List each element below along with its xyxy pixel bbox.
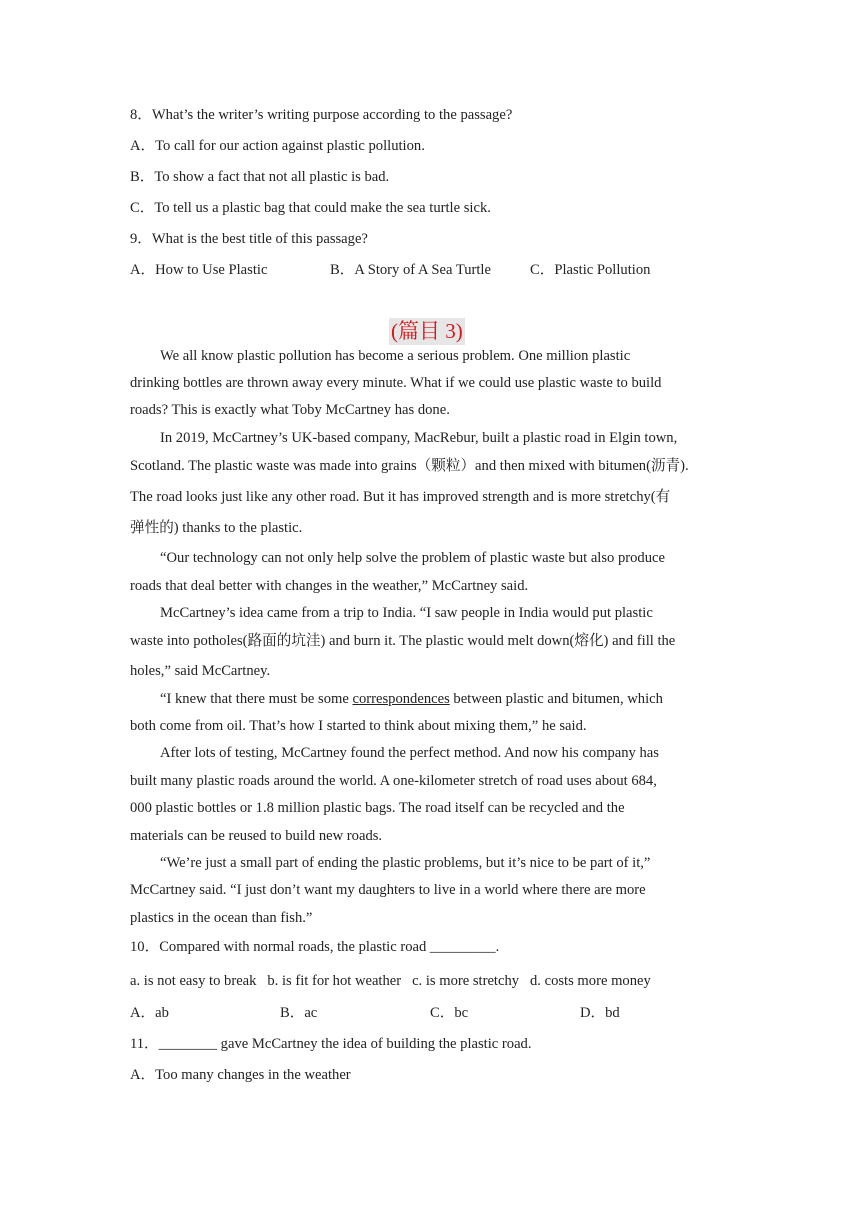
passage-p1-line-1: We all know plastic pollution has become a serious problem. One million plastic [160, 348, 631, 364]
passage-p5-text-after: between plastic and bitumen, which [449, 691, 663, 707]
passage-p6-line-2: built many plastic roads around the world. A one-kilometer stretch of road uses about 684, [130, 773, 657, 789]
passage-p6-line-4: materials can be reused to build new roads. [130, 828, 383, 844]
question-8-option-a: A．To call for our action against plastic pollution. [130, 138, 425, 154]
question-9-option-a: A．How to Use Plastic [130, 262, 268, 278]
question-8-option-c: C．To tell us a plastic bag that could make the sea turtle sick. [130, 200, 491, 216]
passage-p2-line-4: 弹性的) thanks to the plastic. [130, 520, 303, 536]
question-11-option-a: A．Too many changes in the weather [130, 1067, 351, 1083]
passage-p2-line-2: Scotland. The plastic waste was made into grains（颗粒）and then mixed with bitumen(沥青). [130, 458, 689, 474]
passage-p1-line-2: drinking bottles are thrown away every minute. What if we could use plastic waste to build [130, 375, 662, 391]
passage-p5-text-before: “I knew that there must be some [160, 691, 353, 707]
passage-p6-line-3: 000 plastic bottles or 1.8 million plastic bags. The road itself can be recycled and the [130, 800, 625, 816]
passage-p7-line-2: McCartney said. “I just don’t want my daughters to live in a world where there are more [130, 882, 646, 898]
passage-p2-line-1: In 2019, McCartney’s UK-based company, MacRebur, built a plastic road in Elgin town, [160, 430, 678, 446]
question-8-option-b: B．To show a fact that not all plastic is bad. [130, 169, 390, 185]
question-10-option-a: A．ab [130, 1005, 169, 1021]
question-10: 10．Compared with normal roads, the plastic road _________. [130, 939, 500, 955]
question-10-statements: a. is not easy to break b. is fit for hot weather c. is more stretchy d. costs more money [130, 973, 651, 989]
passage-p7-line-3: plastics in the ocean than fish.” [130, 910, 313, 926]
question-10-option-c: C．bc [430, 1005, 469, 1021]
question-10-option-d: D．bd [580, 1005, 620, 1021]
passage-p5-line-1 [160, 690, 663, 708]
passage-p3-line-1: “Our technology can not only help solve the problem of plastic waste but also produce [160, 550, 665, 566]
passage-p3-line-2: roads that deal better with changes in the weather,” McCartney said. [130, 578, 529, 594]
section-title: (篇目 3) [391, 319, 463, 343]
question-11: 11．________ gave McCartney the idea of building the plastic road. [130, 1036, 532, 1052]
question-9-option-c: C．Plastic Pollution [530, 262, 651, 278]
passage-p4-line-1: McCartney’s idea came from a trip to India. “I saw people in India would put plastic [160, 605, 653, 621]
passage-p2-line-3: The road looks just like any other road. But it has improved strength and is more stretchy(有 [130, 489, 671, 505]
question-8: 8．What’s the writer’s writing purpose according to the passage? [130, 107, 513, 123]
passage-p6-line-1: After lots of testing, McCartney found the perfect method. And now his company has [160, 745, 659, 761]
question-9: 9．What is the best title of this passage? [130, 231, 368, 247]
underlined-word: correspondences [352, 691, 450, 707]
passage-p7-line-1: “We’re just a small part of ending the plastic problems, but it’s nice to be part of it,” [160, 855, 651, 871]
passage-p1-line-3: roads? This is exactly what Toby McCartney has done. [130, 402, 450, 418]
question-9-option-b: B．A Story of A Sea Turtle [330, 262, 491, 278]
passage-p4-line-3: holes,” said McCartney. [130, 663, 271, 679]
passage-p5-line-2: both come from oil. That’s how I started to think about mixing them,” he said. [130, 718, 587, 734]
passage-p4-line-2: waste into potholes(路面的坑洼) and burn it. The plastic would melt down(熔化) and fill the [130, 633, 676, 649]
question-10-option-b: B．ac [280, 1005, 318, 1021]
